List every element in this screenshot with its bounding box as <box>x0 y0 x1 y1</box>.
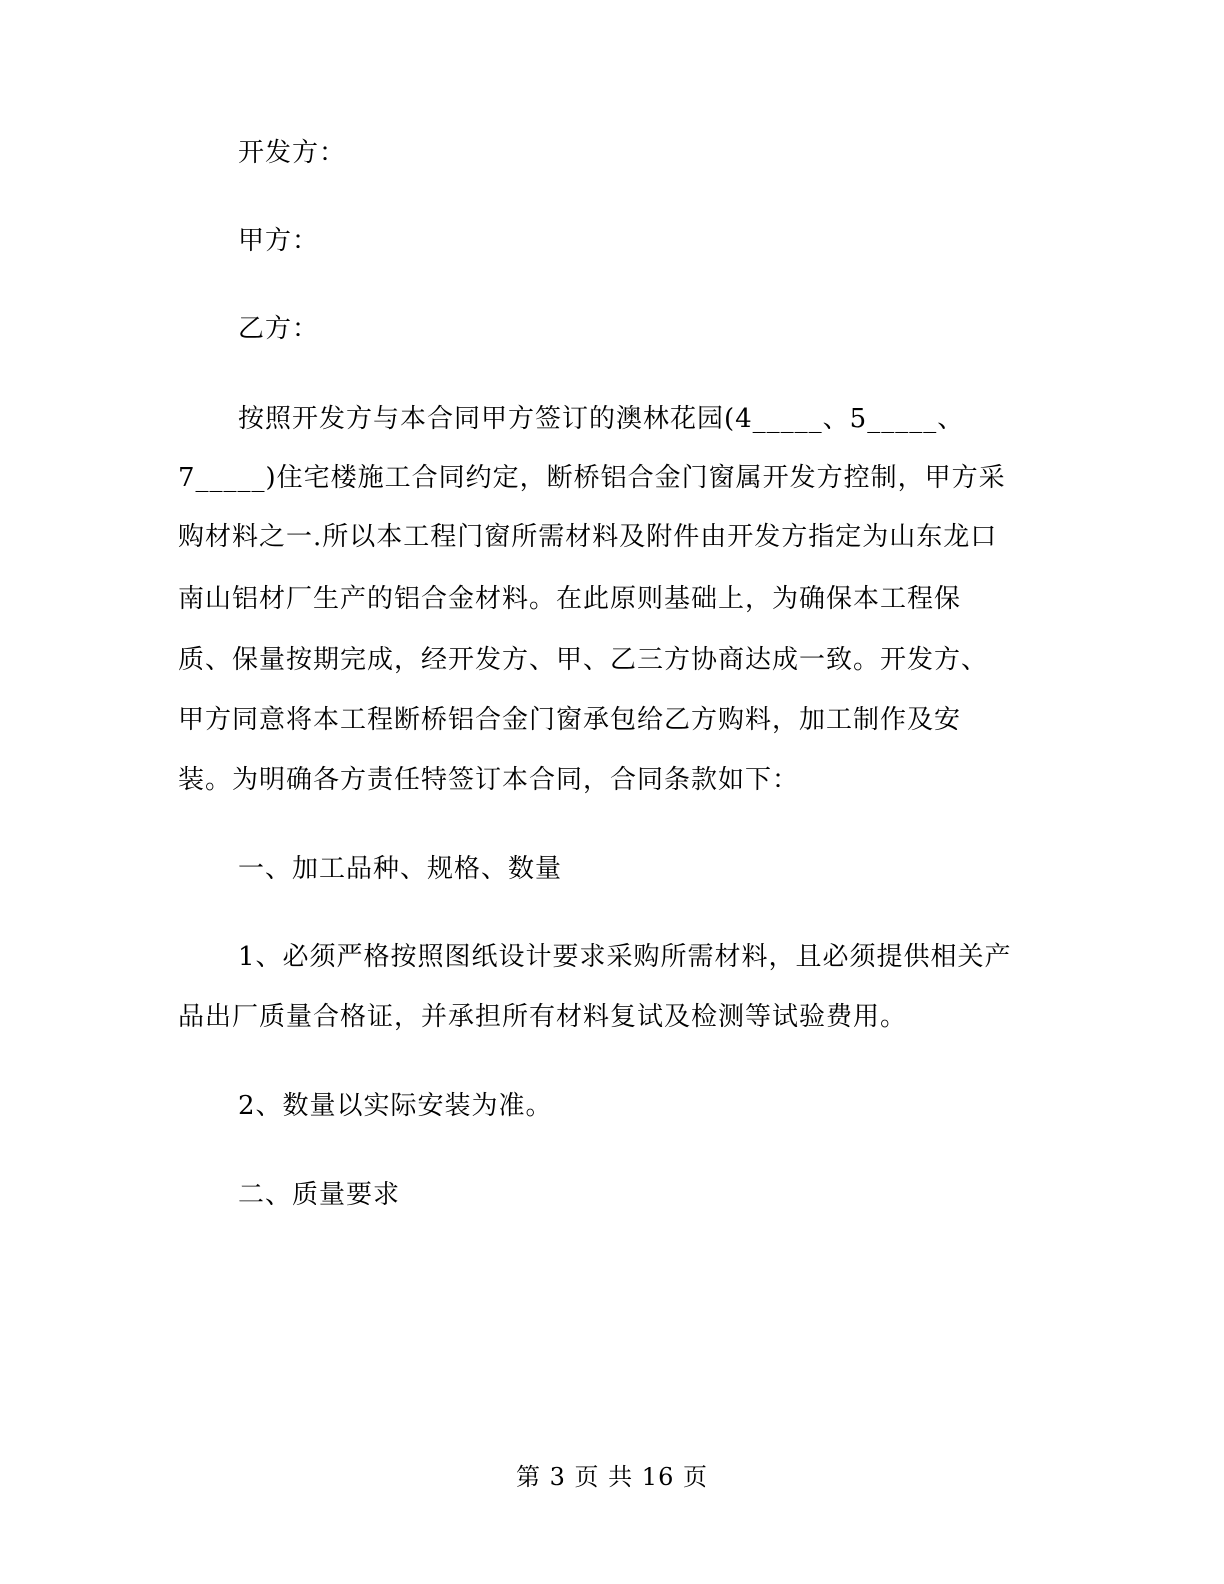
section-heading: 一、加工品种、规格、数量 <box>238 854 563 884</box>
section-heading: 二、质量要求 <box>238 1180 401 1210</box>
intro-paragraph-line: 质、保量按期完成，经开发方、甲、乙三方协商达成一致。开发方、 <box>178 645 989 675</box>
clause-line: 1、必须严格按照图纸设计要求采购所需材料，且必须提供相关产 <box>238 942 1012 972</box>
intro-paragraph-line: 南山铝材厂生产的铝合金材料。在此原则基础上，为确保本工程保 <box>178 584 962 614</box>
intro-paragraph-line: 甲方同意将本工程断桥铝合金门窗承包给乙方购料，加工制作及安 <box>178 705 962 735</box>
intro-paragraph-line: 7_____)住宅楼施工合同约定，断桥铝合金门窗属开发方控制，甲方采 <box>178 463 1006 493</box>
intro-paragraph-line: 装。为明确各方责任特签订本合同，合同条款如下： <box>178 765 800 795</box>
intro-paragraph-line: 购材料之一.所以本工程门窗所需材料及附件由开发方指定为山东龙口 <box>178 522 998 552</box>
party-b-label: 乙方： <box>238 314 320 344</box>
intro-paragraph-line: 按照开发方与本合同甲方签订的澳林花园(4_____、5_____、 <box>238 404 965 434</box>
clause-line: 2、数量以实际安装为准。 <box>238 1091 553 1121</box>
page-number-footer: 第 3 页 共 16 页 <box>516 1463 708 1491</box>
party-a-label: 甲方： <box>238 226 320 256</box>
clause-line: 品出厂质量合格证，并承担所有材料复试及检测等试验费用。 <box>178 1002 908 1032</box>
developer-label: 开发方： <box>238 138 347 168</box>
